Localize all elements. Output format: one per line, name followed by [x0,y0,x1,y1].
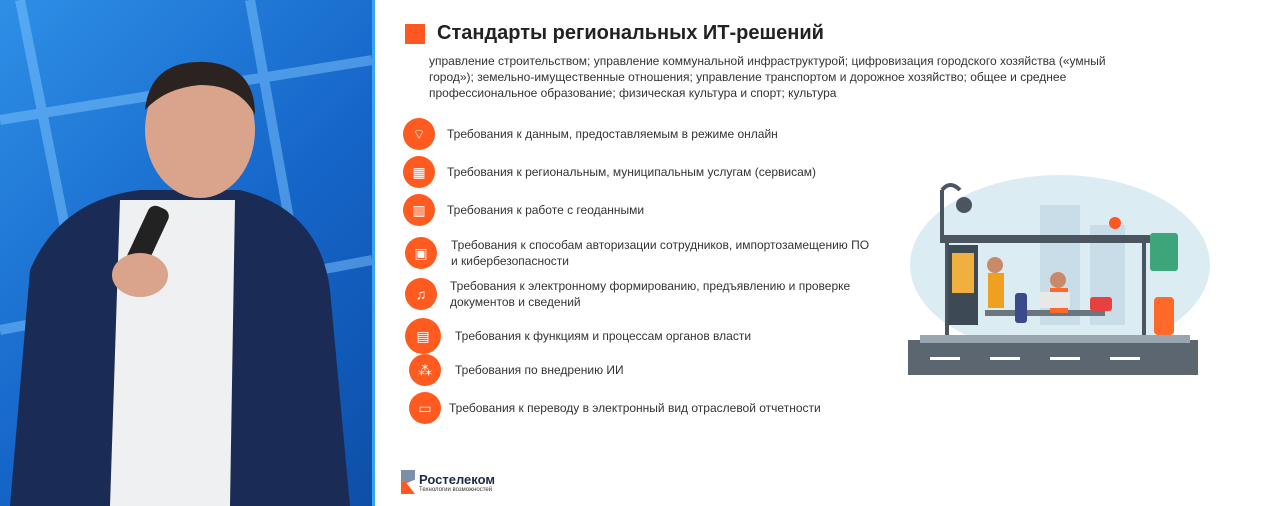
network-icon: ⁂ [409,354,441,386]
title-text: Стандарты региональных ИТ-решений [437,22,824,44]
government-building-icon: ▤ [405,318,441,354]
sos-monitor-icon: ▣ [405,237,437,269]
calendar-clock-icon: ▦ [403,156,435,188]
requirement-text: Требования к способам авторизации сотрудников, импортозамещению ПО и кибербезопасности [451,238,870,268]
slide-intro: управление строительством; управление коммунальной инфраструктурой; цифровизация городского хозяйства («умный город»); земельно-имущественные отношения; управление транспортом и дорожное хозяйство; общее и среднее профессиональное образование; физическая культура и спорт; культура [429,54,1106,100]
requirement-item [405,278,875,310]
presentation-slide [372,0,1282,506]
rostelecom-logo [401,470,495,494]
speaker-photo [0,0,372,506]
title-marker [405,24,425,44]
report-monitor-icon: ▭ [409,392,441,424]
requirement-item [405,237,875,269]
requirement-text: Требования по внедрению ИИ [455,363,624,377]
requirement-item [403,156,863,188]
requirement-text: Требования к электронному формированию, предъявлению и проверке документов и сведений [450,279,851,309]
requirement-item [403,118,843,150]
requirement-item [409,392,879,424]
requirement-item [409,354,879,386]
requirement-item [403,194,843,226]
requirement-text: Требования к переводу в электронный вид отраслевой отчетности [449,401,821,415]
map-icon: ▥ [403,194,435,226]
requirement-text: Требования к работе с геоданными [447,203,645,217]
bus-stop-illustration [890,165,1210,380]
requirement-text: Требования к региональным, муниципальным услугам (сервисам) [447,165,817,179]
slide-title [405,22,824,45]
requirement-item [405,318,875,354]
requirement-text: Требования к функциям и процессам органов власти [455,329,752,343]
speaker-video [0,0,372,506]
logo-tagline: Технологии возможностей [419,486,493,493]
bell-icon: ♫ [405,278,437,310]
requirement-text: Требования к данным, предоставляемым в режиме онлайн [447,127,778,141]
logo-name: Ростелеком [419,471,495,487]
logo-mark-icon [401,470,415,494]
wifi-icon: ⌔ [403,118,435,150]
